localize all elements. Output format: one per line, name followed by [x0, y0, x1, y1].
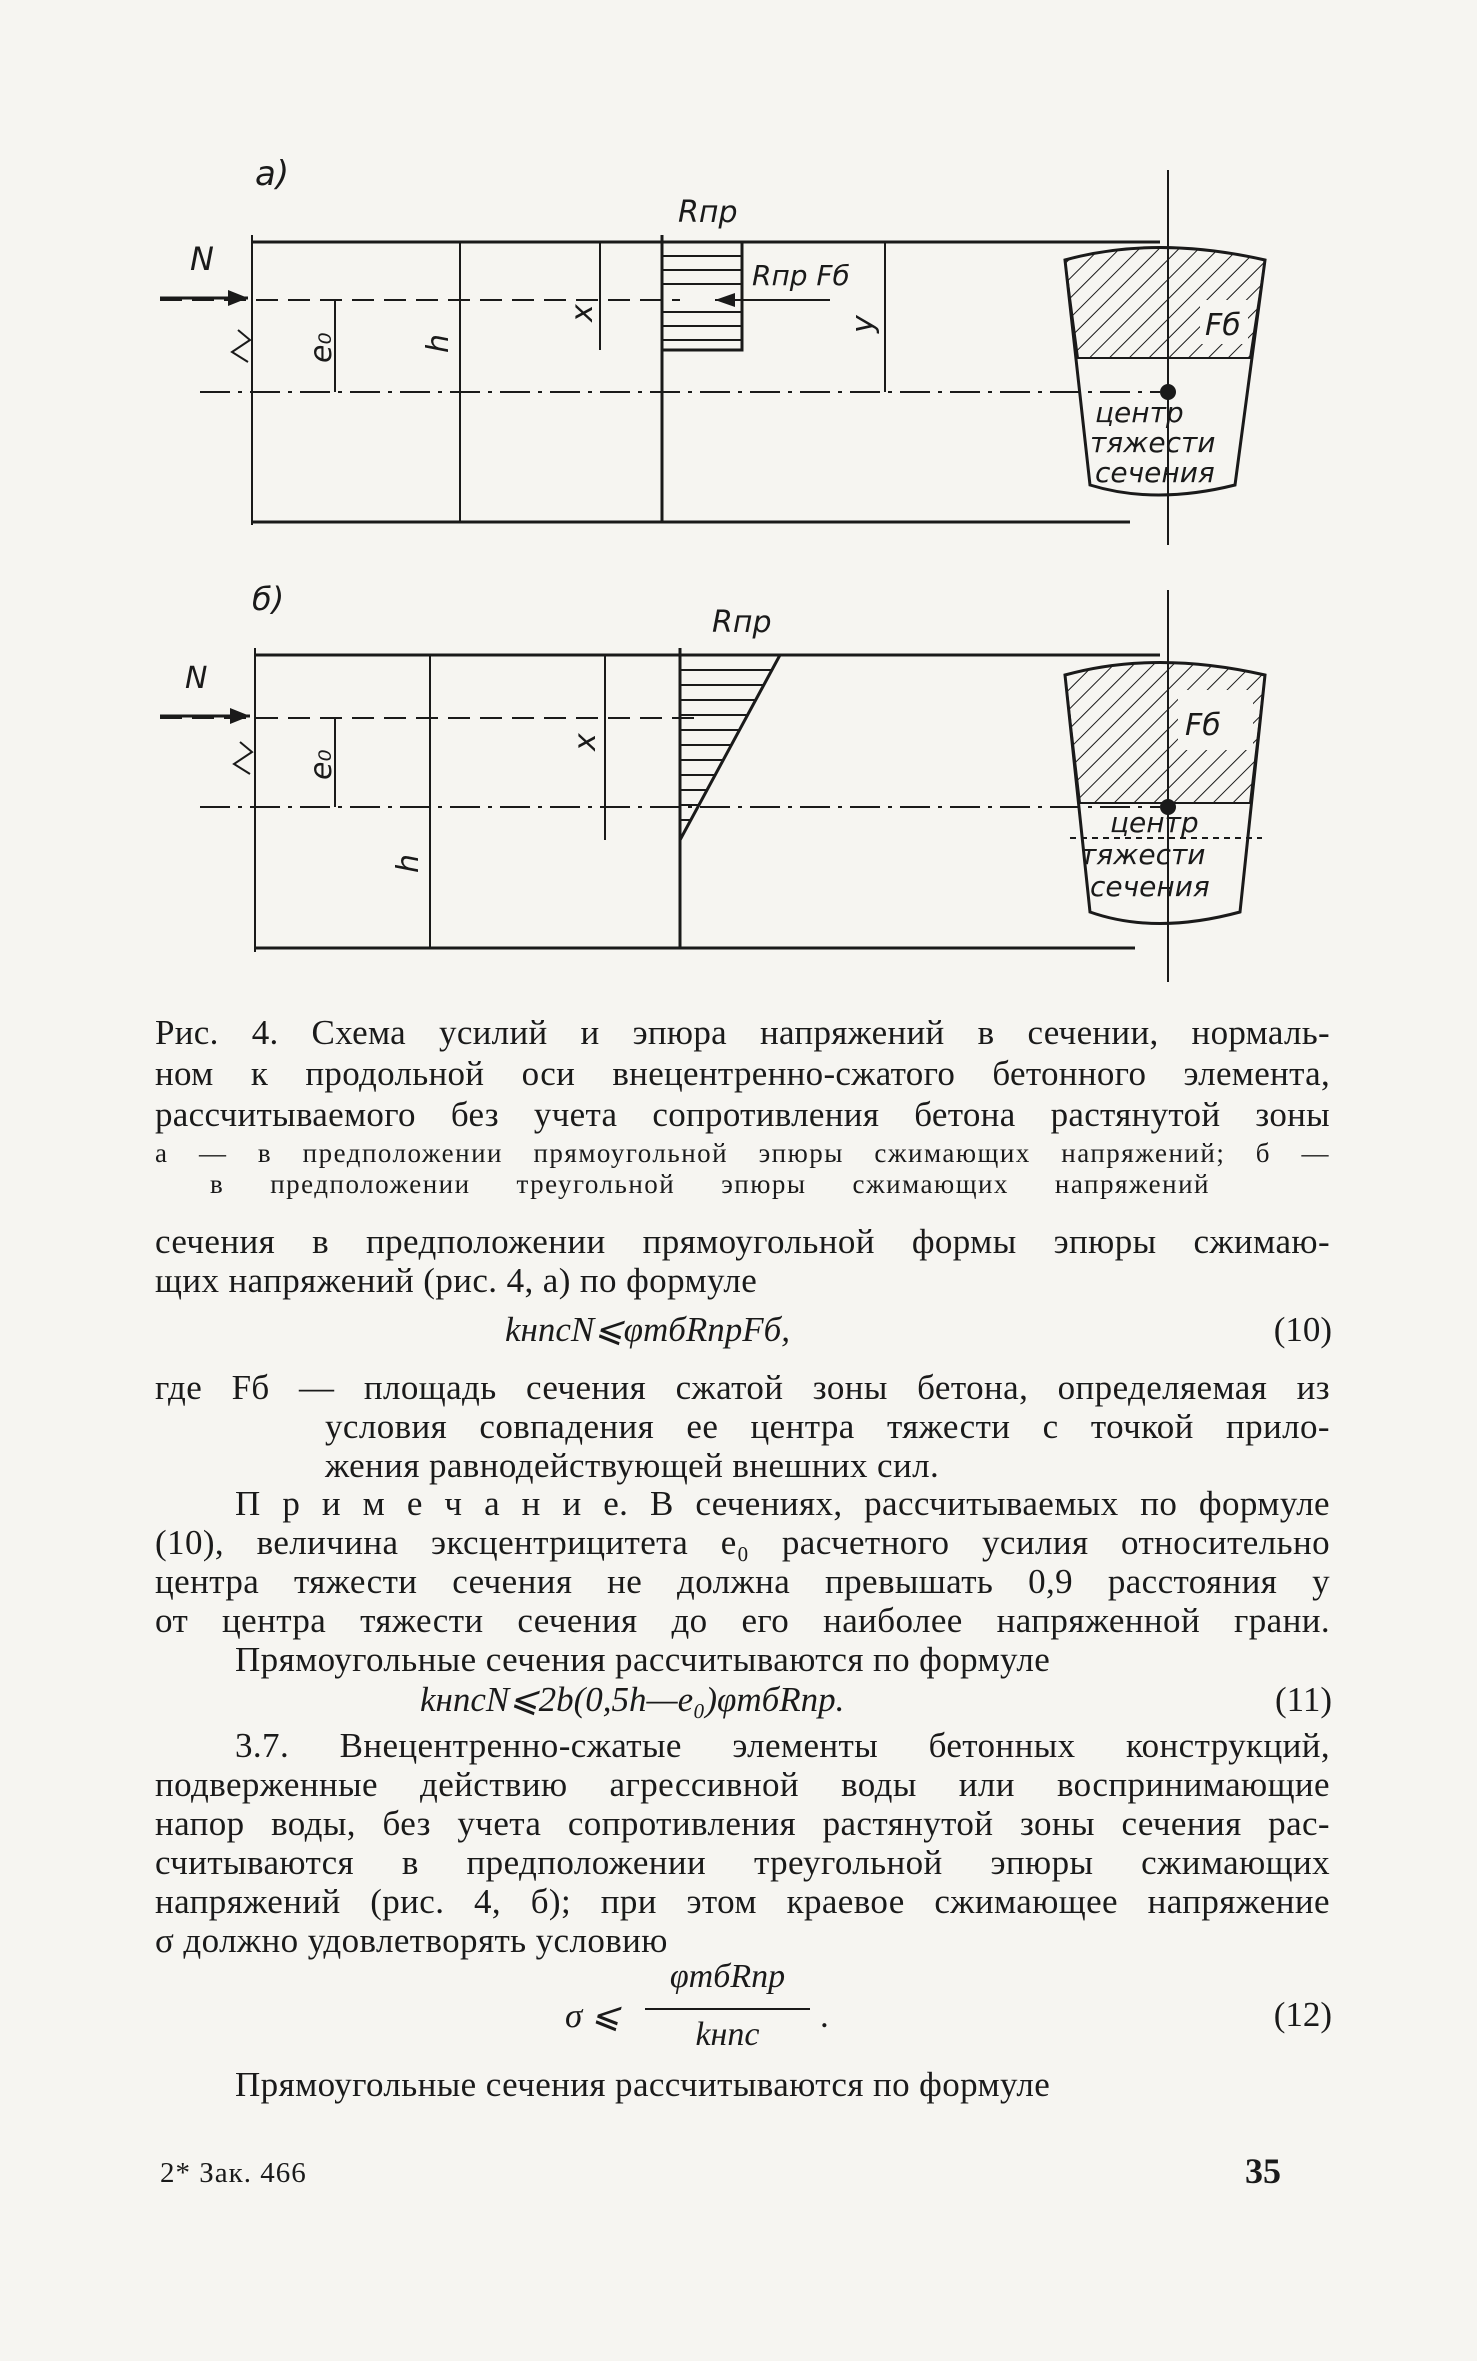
centroid-line-1: центр	[1095, 396, 1184, 429]
centroid-line-2: тяжести	[1080, 838, 1206, 871]
text-line: Прямоугольные сечения рассчитываются по формуле	[235, 2065, 1051, 2104]
text-line: σ должно удовлетворять условию	[155, 1921, 668, 1960]
centroid-line-3: сечения	[1095, 456, 1215, 489]
subcaption-line: в предположении треугольной эпюры сжимающих напряжений	[210, 1169, 1210, 1199]
note	[155, 1484, 1330, 1679]
text-line: центра тяжести сечения не должна превышать 0,9 расстояния y	[155, 1562, 1330, 1601]
force-arrowhead	[228, 290, 248, 306]
formula-12-lhs: σ ⩽	[565, 1996, 621, 2035]
centroid-line-3: сечения	[1090, 870, 1210, 903]
text-line: П р и м е ч а н и е. В сечениях, рассчитываемых по формуле	[235, 1484, 1330, 1523]
formula-10-number: (10)	[1273, 1310, 1332, 1349]
paragraph-final	[155, 2065, 1330, 2104]
resultant-arrowhead	[715, 293, 735, 307]
text-line: щих напряжений (рис. 4, а) по формуле	[155, 1261, 758, 1300]
page-number: 35	[1245, 2151, 1281, 2191]
caption-line: Рис. 4. Схема усилий и эпюра напряжений в сечении, нормаль-	[155, 1013, 1330, 1052]
area-label: Fб	[1185, 708, 1221, 743]
formula-12-numerator: φmбRпр	[669, 1958, 786, 1995]
caption-line: ном к продольной оси внецентренно-сжатого бетонного элемента,	[155, 1054, 1330, 1093]
text-line: от центра тяжести сечения до его наиболее напряженной грани.	[155, 1601, 1330, 1640]
text-line: 3.7. Внецентренно-сжатые элементы бетонных конструкций,	[235, 1726, 1330, 1765]
paragraph-1	[155, 1222, 1330, 1300]
stress-top-label: Rпр	[712, 605, 772, 640]
section-3-7	[155, 1726, 1330, 1960]
h-label: h	[391, 853, 426, 873]
where-clause	[155, 1368, 1330, 1485]
text-line: подверженные действию агрессивной воды или воспринимающие	[155, 1765, 1330, 1804]
formula-12-number: (12)	[1273, 1995, 1332, 2034]
formula-10: kнnсN⩽φmбRпрFб,	[505, 1310, 790, 1349]
panel-b-label: б)	[252, 580, 285, 618]
stress-top-label: Rпр	[678, 195, 738, 230]
text-line: сечения в предположении прямоугольной формы эпюры сжимаю-	[155, 1222, 1330, 1261]
panel-a-label: a)	[255, 154, 290, 194]
break-mark	[234, 742, 252, 774]
force-arrowhead	[230, 708, 250, 724]
h-label: h	[421, 333, 456, 353]
caption-line: рассчитываемого без учета сопротивления бетона растянутой зоны	[155, 1095, 1330, 1134]
centroid-line-2: тяжести	[1090, 426, 1216, 459]
text-line: жения равнодействующей внешних сил.	[325, 1446, 940, 1485]
break-mark	[232, 330, 250, 362]
fraction-bar	[645, 2008, 810, 2010]
formula-11-number: (11)	[1274, 1680, 1332, 1719]
formula-11: kнnсN⩽2b(0,5h—e₀)φmбRпр.	[420, 1680, 845, 1719]
text-line: (10), величина эксцентрицитета e₀ расчетного усилия относительно	[155, 1523, 1330, 1562]
subcaption-line: а — в предположении прямоугольной эпюры сжимающих напряжений; б —	[155, 1138, 1330, 1168]
text-line: Прямоугольные сечения рассчитываются по формуле	[235, 1640, 1051, 1679]
text-line: напор воды, без учета сопротивления растянутой зоны сечения рас-	[155, 1804, 1330, 1843]
centroid-line-1: центр	[1110, 806, 1199, 839]
force-label: N	[185, 661, 208, 696]
figure-panel-b	[0, 570, 1477, 990]
x-label: x	[568, 733, 603, 751]
text-line: считываются в предположении треугольной эпюры сжимающих	[155, 1843, 1330, 1882]
formula-12-denominator: kнnс	[695, 2016, 760, 2053]
text-line: где Fб — площадь сечения сжатой зоны бетона, определяемая из	[155, 1368, 1330, 1407]
panel-b-svg	[0, 570, 1477, 990]
formula-12-tail: .	[820, 1996, 829, 2035]
figure-caption	[155, 1012, 1330, 1135]
e0-label: e₀	[304, 332, 339, 363]
figure-subcaption	[155, 1138, 1330, 1200]
y-label: y	[846, 315, 881, 333]
resultant-label: Rпр Fб	[752, 259, 850, 292]
x-label: x	[565, 304, 600, 322]
text-line: напряжений (рис. 4, б); при этом краевое сжимающее напряжение	[155, 1882, 1330, 1921]
force-label: N	[190, 240, 214, 278]
panel-a-svg	[0, 140, 1477, 550]
stress-triangle	[680, 655, 780, 840]
text-line: условия совпадения ее центра тяжести с точкой прило-	[325, 1407, 1330, 1446]
area-label: Fб	[1205, 308, 1241, 343]
print-mark: 2* Зак. 466	[160, 2157, 307, 2189]
e0-label: e₀	[304, 749, 339, 780]
figure-panel-a	[0, 140, 1477, 550]
